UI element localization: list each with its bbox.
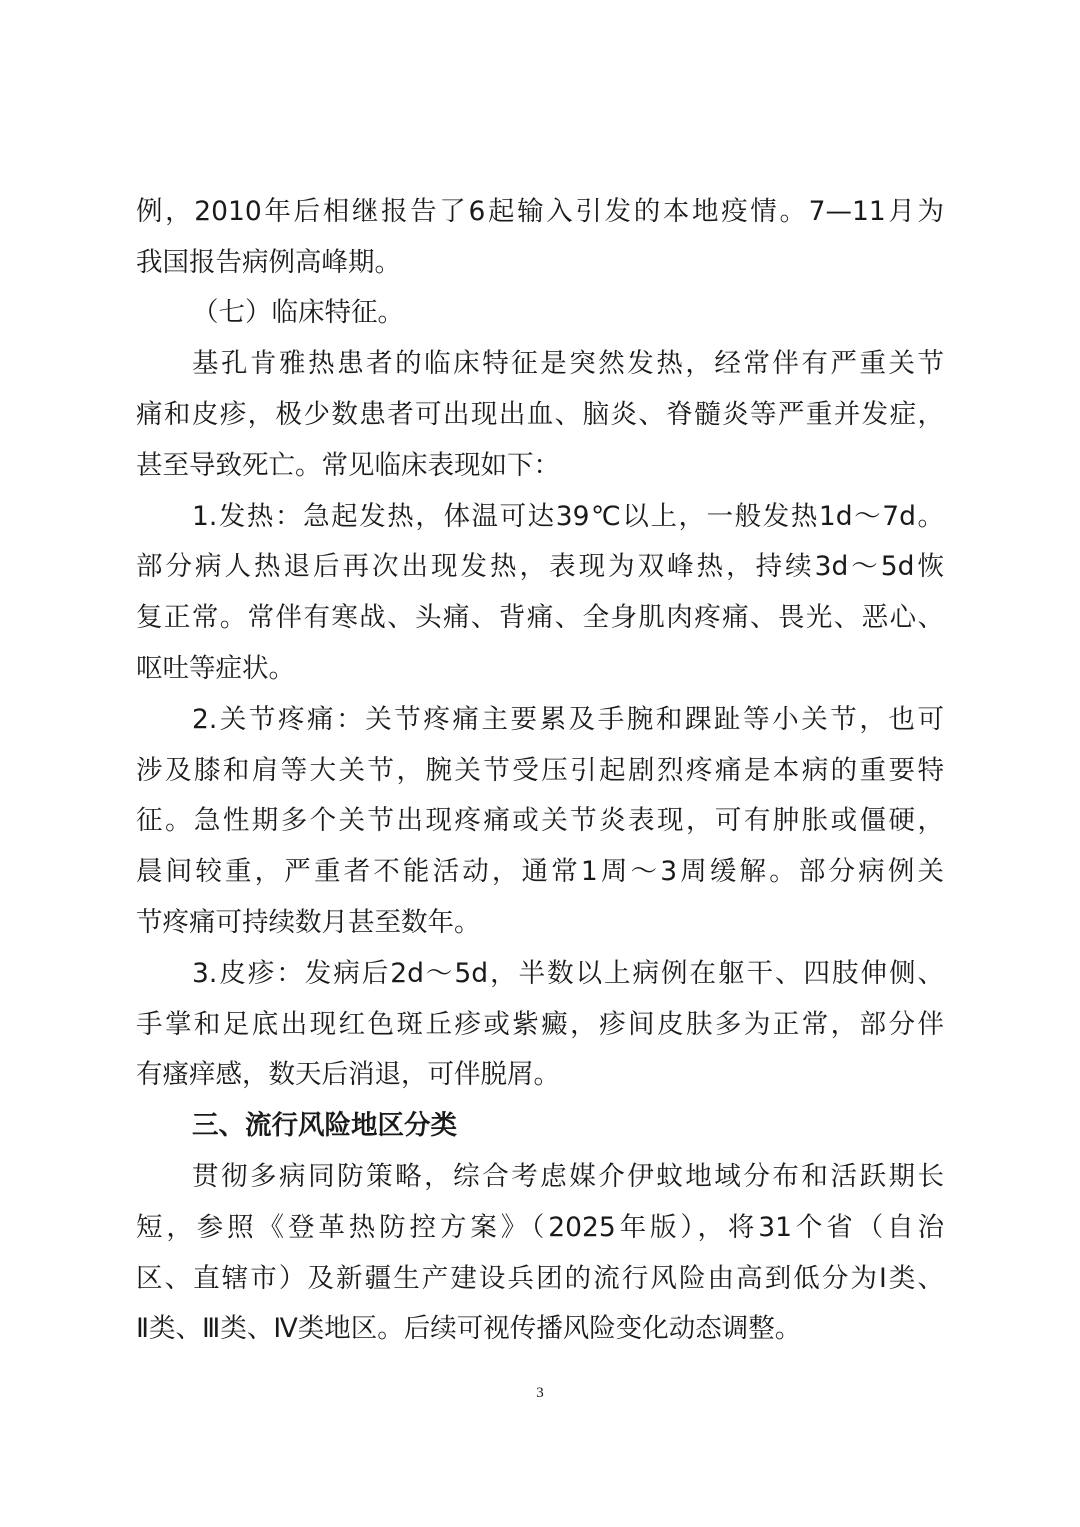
paragraph-line: 涉及膝和肩等大关节，腕关节受压引起剧烈疼痛是本病的重要特 [136, 755, 944, 786]
paragraph-line: 例，2010年后相继报告了6起输入引发的本地疫情。7—11月为 [136, 196, 944, 227]
paragraph-line: 基孔肯雅热患者的临床特征是突然发热，经常伴有严重关节 [192, 348, 944, 379]
paragraph-line: 2.关节疼痛：关节疼痛主要累及手腕和踝趾等小关节，也可 [192, 704, 944, 735]
paragraph-line: 我国报告病例高峰期。 [136, 247, 401, 278]
section-subheading: （七）临床特征。 [192, 297, 404, 328]
paragraph-line: Ⅱ类、Ⅲ类、Ⅳ类地区。后续可视传播风险变化动态调整。 [136, 1313, 802, 1344]
paragraph-line: 复正常。常伴有寒战、头痛、背痛、全身肌肉疼痛、畏光、恶心、 [136, 602, 944, 633]
paragraph-line: 晨间较重，严重者不能活动，通常1周～3周缓解。部分病例关 [136, 856, 944, 887]
paragraph-line: 手掌和足底出现红色斑丘疹或紫癜，疹间皮肤多为正常，部分伴 [136, 1009, 944, 1040]
paragraph-line: 征。急性期多个关节出现疼痛或关节炎表现，可有肿胀或僵硬， [136, 805, 944, 836]
paragraph-line: 1.发热：急起发热，体温可达39℃以上，一般发热1d～7d。 [192, 501, 944, 532]
paragraph-line: 3.皮疹：发病后2d～5d，半数以上病例在躯干、四肢伸侧、 [192, 958, 944, 989]
section-heading: 三、流行风险地区分类 [192, 1110, 457, 1141]
page-number: 3 [536, 1385, 544, 1401]
paragraph-line: 部分病人热退后再次出现发热，表现为双峰热，持续3d～5d恢 [136, 551, 944, 582]
paragraph-line: 区、直辖市）及新疆生产建设兵团的流行风险由高到低分为Ⅰ类、 [136, 1263, 944, 1294]
paragraph-line: 节疼痛可持续数月甚至数年。 [136, 907, 481, 938]
paragraph-line: 痛和皮疹，极少数患者可出现出血、脑炎、脊髓炎等严重并发症， [136, 399, 944, 430]
paragraph-line: 有瘙痒感，数天后消退，可伴脱屑。 [136, 1059, 560, 1090]
paragraph-line: 甚至导致死亡。常见临床表现如下： [136, 450, 560, 481]
paragraph-line: 短，参照《登革热防控方案》（2025年版），将31个省（自治 [136, 1212, 944, 1243]
paragraph-line: 贯彻多病同防策略，综合考虑媒介伊蚊地域分布和活跃期长 [192, 1161, 944, 1192]
paragraph-line: 呕吐等症状。 [136, 653, 295, 684]
